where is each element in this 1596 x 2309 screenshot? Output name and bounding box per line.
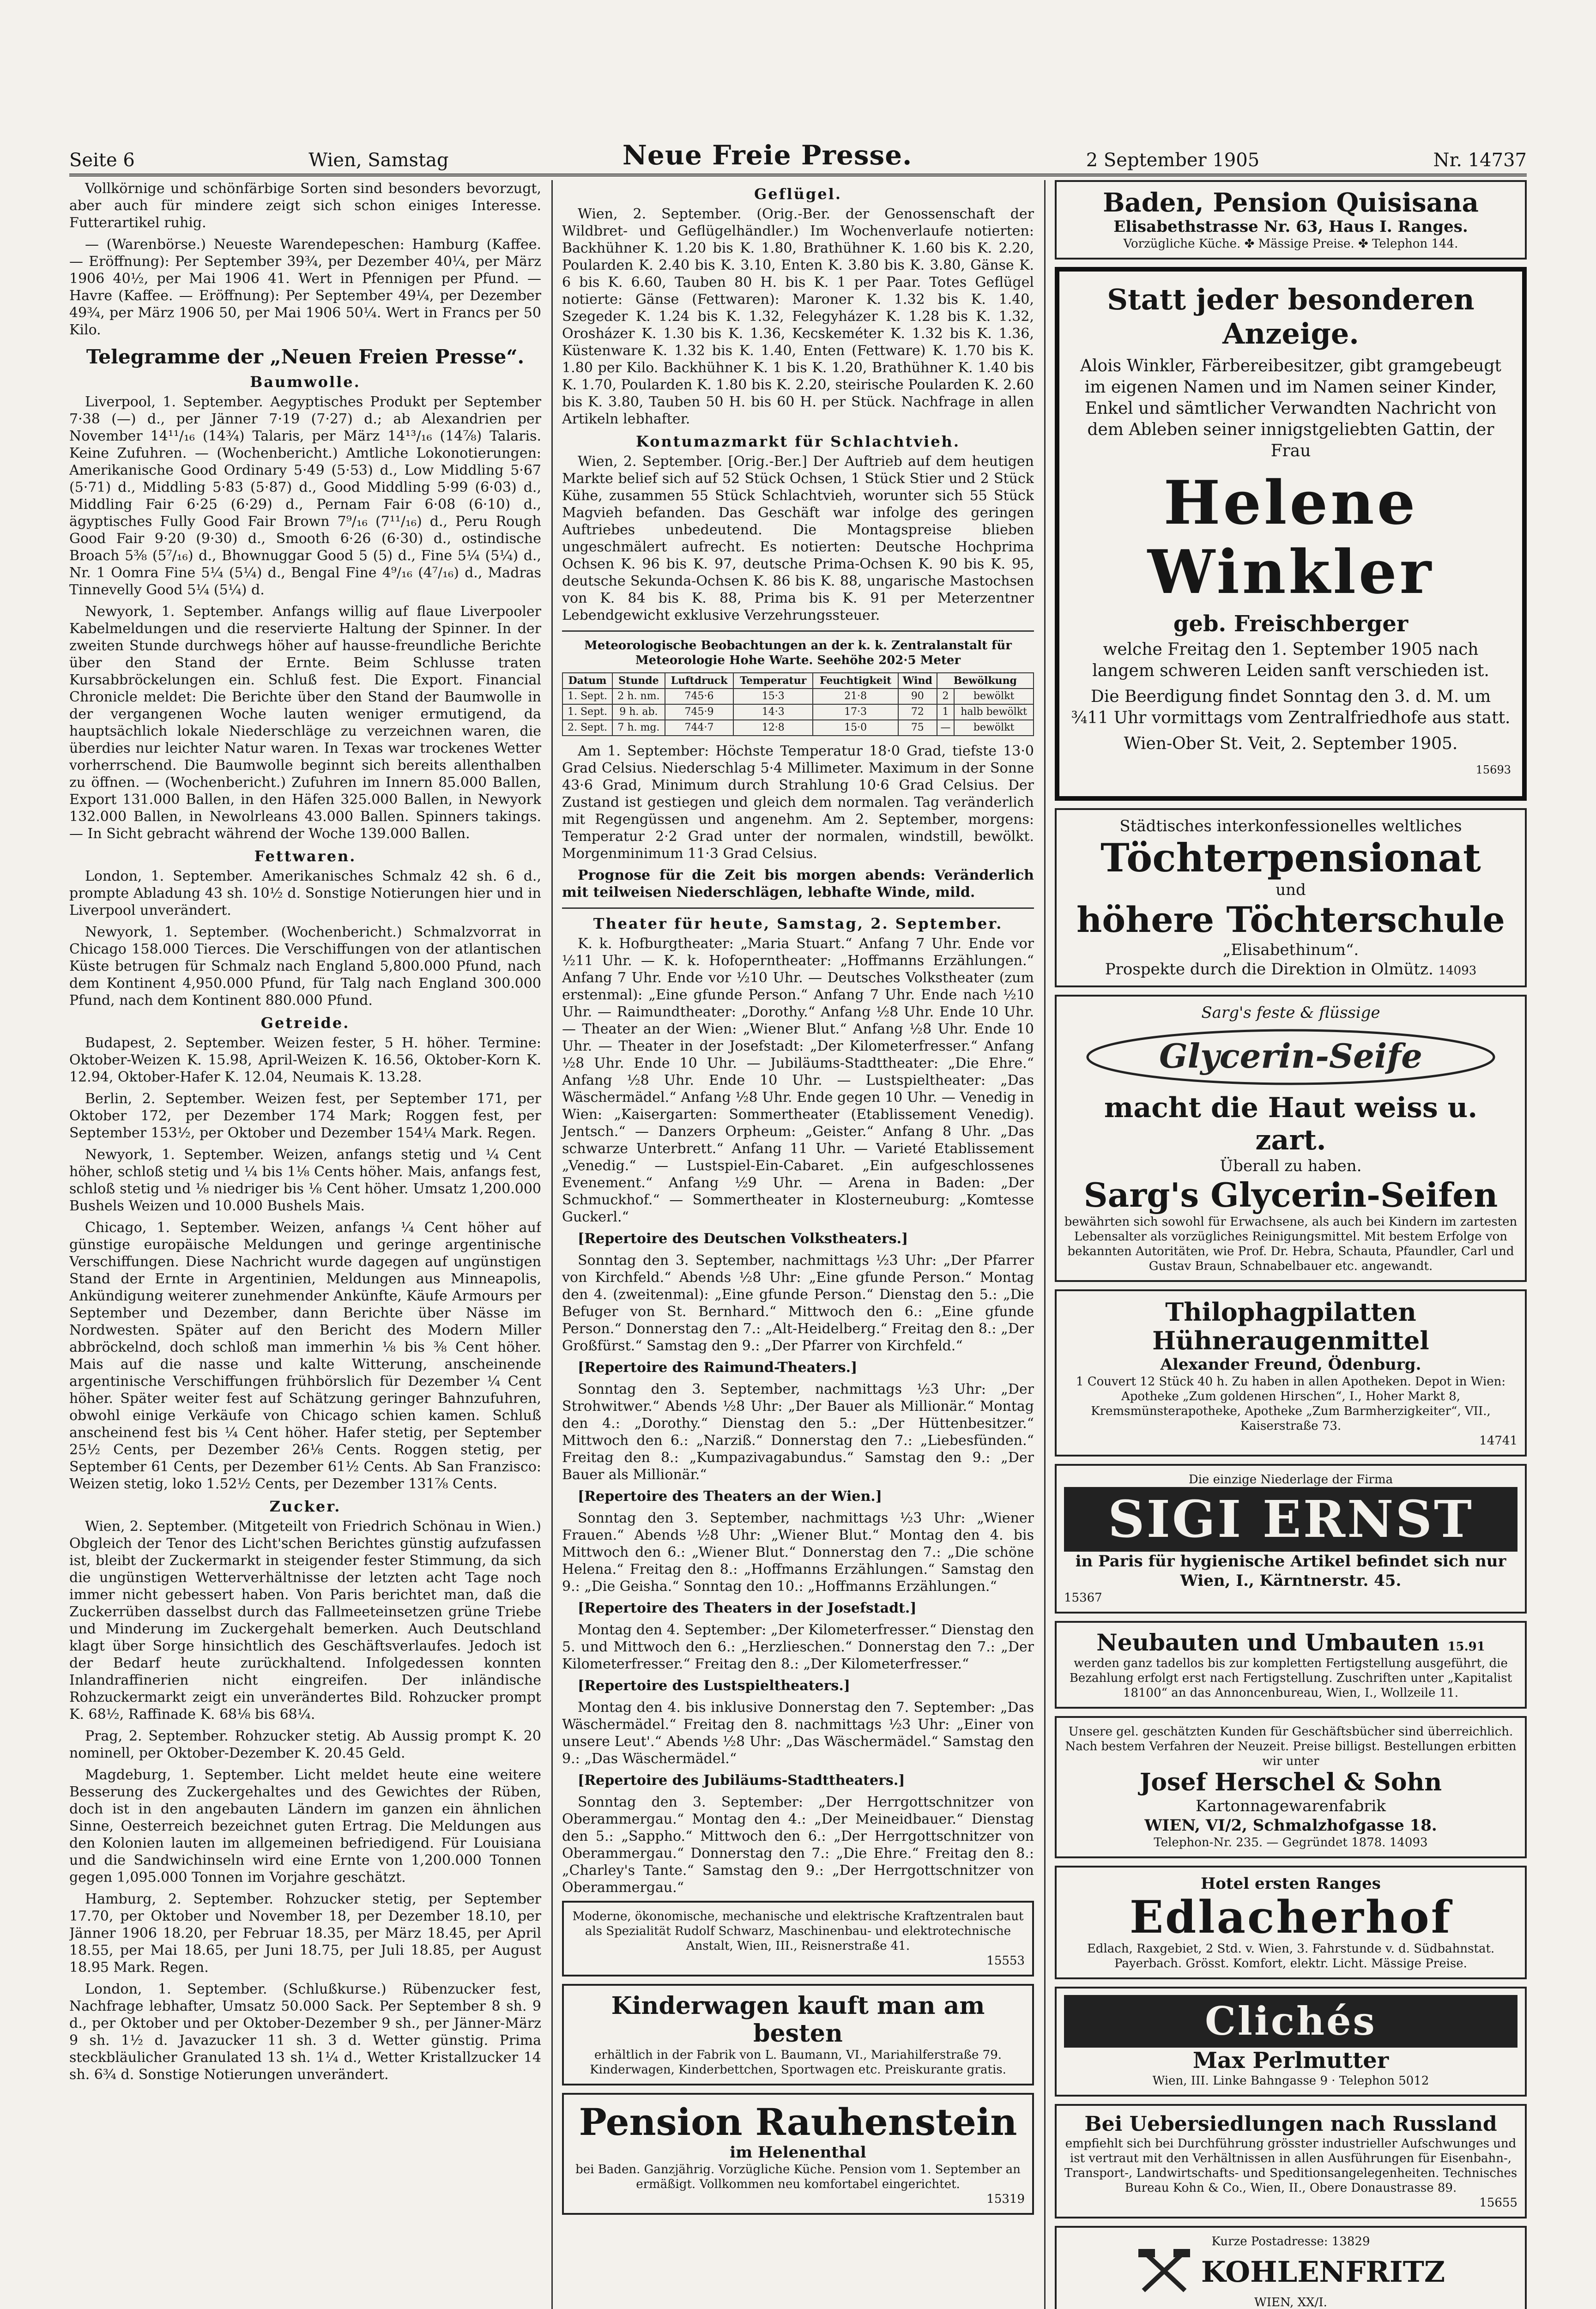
newyork-cotton-report: Newyork, 1. September. Anfangs willig auf flaue Liverpooler Kabelmeldungen und die reservierte Haltung der Spinner. In der zweiten Stunde durchwegs höher auf hausse-freundliche Berichte über den Stand der Ernte. Beim Schlusse traten Kursabbröckelungen ein. Schluß fest. Die Export. Financial Chronicle meldet: Die Berichte über den Stand der Baumwolle in der vergangenen Woche lauten weniger ermutigend, da hauptsächlich lokale Niederschläge zu verzeichnen waren, die überdies nur leichter Natur waren. In Texas war trockenes Wetter vorherrschend. Die Baumwolle beginnt sich bereits allenthalben zu öffnen. — (Wochenbericht.) Zufuhren im Innern 85.000 Ballen, Export 131.000 Ballen, in den Häfen 325.000 Ballen, in Newyork 132.000 Ballen, in Newolrleans 43.000 Ballen. Spinners takings. — In Sicht gebracht während der Woche 139.000 Ballen. <box>69 604 541 842</box>
weather-row <box>562 704 1034 720</box>
chicago-report: Chicago, 1. September. Weizen, anfangs ¼ Cent höher auf günstige europäische Meldungen und geringe argentinische Verschiffungen. Diese Nachricht wurde dagegen auf ungünstigen Stand der Ernte in Argentinien, Meldungen aus Minneapolis, Ankündigung weiterer zunehmender Ankünfte, Käufe Armours per September und Dezember, dann Berichte über Nässe im Nordwesten. Später auf den Bericht des Modern Miller abbröckelnd, doch schloß man immerhin ⅛ bis ⅜ Cent höher. Mais auf die nasse und kalte Witterung, anscheinende argentinische Verschiffungen frühbörslich für Dezember ¼ Cent höher. Später weiter fest auf Schätzung geringer Bahnzufuhren, obwohl einige Verkäufe von Chicago schien kamen. Schluß anscheinend fest bis ¼ Cent höher. Hafer stetig, per September 25½ Cents, per Dezember 26⅛ Cents. Roggen stetig, per September 61 Cents, per Dezember 61½ Cents. Ab San Franzisco: Weizen stetig, loko 1.52½ Cents, per Dezember 131⅞ Cents. <box>69 1220 541 1492</box>
ad-cliches: Clichés Max Perlmutter Wien, III. Linke Bahngasse 9 · Telephon 5012 <box>1055 1987 1527 2097</box>
weather-cell: 9 h. ab. <box>612 704 665 720</box>
prag-report: Prag, 2. September. Rohzucker stetig. Ab Aussig prompt K. 20 nominell, per Oktober-Dezember K. 20.45 Geld. <box>69 1728 541 1761</box>
divider <box>562 630 1034 632</box>
death-notice-place: Wien-Ober St. Veit, 2. September 1905. <box>1124 734 1458 753</box>
weather-cell: 14·3 <box>733 704 813 720</box>
deceased-name: Helene Winkler <box>1147 467 1434 607</box>
columns <box>69 180 1527 2309</box>
weather-cell: 2. Sept. <box>562 720 612 736</box>
ad-kinderwagen: Kinderwagen kauft man am besten erhältlich in der Fabrik von L. Baumann, VI., Mariahilferstraße 79. Kinderwagen, Kinderbettchen, Sportwagen etc. Preiskurante gratis. <box>562 1984 1034 2085</box>
weather-row <box>562 720 1034 736</box>
rep-volkstheater-heading: [Repertoire des Deutschen Volkstheaters.] <box>578 1231 908 1247</box>
weather-cell: 72 <box>898 704 937 720</box>
rep-raimund-heading: [Repertoire des Raimund-Theaters.] <box>578 1360 858 1376</box>
ad-herschel: Unsere gel. geschätzten Kunden für Geschäftsbücher sind überreichlich. Nach bestem Verfahren der Neuzeit. Preise billigst. Bestellungen erbitten wir unter Josef Herschel & Sohn Kartonnagewarenfabrik WIEN, VI/2, Schmalzhofgasse 18. Telephon-Nr. 235. — Gegründet 1878. 14093 <box>1055 1716 1527 1858</box>
death-notice: Statt jeder besonderen Anzeige. Alois Winkler, Färbereibesitzer, gibt gramgebeugt im eigenen Namen und im Namen seiner Kinder, Enkel und sämtlicher Verwandten Nachricht von dem Ableben seiner innigstgeliebten Gattin, der Frau Helene Winkler geb. Freischberger welche Freitag den 1. September 1905 nach langem schweren Leiden sanft verschieden ist. Die Beerdigung findet Sonntag den 3. d. M. um ¾11 Uhr vormittags vom Zentralfriedhofe aus statt. Wien-Ober St. Veit, 2. September 1905. 15693 <box>1055 267 1527 801</box>
ad-russland: Bei Uebersiedlungen nach Russland empfiehlt sich bei Durchführung grösster industrieller Aufschwunges und ist vertraut mit den Verhältnissen in allen Ausführungen für Eisenbahn-, Transport-, Landwirtschafts- und Speditionsangelegenheiten. Technisches Bureau Kohn & Co., Wien, II., Obere Donaustrasse 89. 15655 <box>1055 2104 1527 2218</box>
kontumaz-report: Wien, 2. September. [Orig.-Ber.] Der Auftrieb auf dem heutigen Markte belief sich auf 52 Stück Ochsen, 1 Stück Stier und 2 Stück Kühe, zusammen 55 Stück Schlachtvieh, worunter sich 55 Stück Magvieh befanden. Das Geschäft war infolge des geringen Auftriebes unbedeutend. Die Montagspreise blieben ungeschmälert aufrecht. Es notierten: Deutsche Hochprima Ochsen K. 96 bis K. 97, deutsche Prima-Ochsen K. 90 bis K. 95, deutsche Sekunda-Ochsen K. 86 bis K. 88, ungarische Mastochsen von K. 84 bis K. 88, Prima bis K. 91 per Meterzentner Lebendgewicht exklusive Verzehrungssteuer. <box>562 453 1034 623</box>
weather-cell: 15·0 <box>813 720 898 736</box>
weather-cell: 21·8 <box>813 689 898 704</box>
masthead-title: Neue Freie Presse. <box>622 139 913 171</box>
rep-jubilaeum: Sonntag den 3. September: „Der Herrgottschnitzer von Oberammergau.“ Montag den 4.: „Der Meineidbauer.“ Dienstag den 5.: „Sappho.“ Mittwoch den 6.: „Der Herrgottschnitzer von Oberammergau.“ Donnerstag den 7.: „Die Ehre.“ Freitag den 8.: „Charley's Tante.“ Samstag den 9.: „Der Herrgottschnitzer von Oberammergau.“ <box>562 1794 1034 1896</box>
column-ads <box>1044 180 1527 2309</box>
weather-cell: 75 <box>898 720 937 736</box>
weather-header-cell: Feuchtigkeit <box>813 673 898 689</box>
rep-lustspiel: Montag den 4. bis inklusive Donnerstag den 7. September: „Das Wäschermädel.“ Freitag den 8. nachmittags ½3 Uhr: „Einer von unsere Leut'.“ Abends ½8 Uhr: „Das Wäschermädel.“ Samstag den 9.: „Das Wäschermädel.“ <box>562 1699 1034 1767</box>
weather-cell: 2 h. nm. <box>612 689 665 704</box>
wien-sugar-report: Wien, 2. September. (Mitgeteilt von Friedrich Schönau in Wien.) Obgleich der Tenor des Licht'schen Berichtes günstig aufzufassen ist, bleibt der Zuckermarkt in steigender fester Stimmung, da sich die ungünstigen Wetterverhältnisse der letzten acht Tage noch immer nicht gebessert haben. Von Paris berichtet man, daß die Zuckerrüben dasselbst durch das Fallmeeteinsetzen grüne Triebe und Minderung im Zuckergehalt bemerken. Auch Deutschland klagt über Sorge hinsichtlich des Geschäftsverlaufes. Jedoch ist der Bedarf heute zurückhaltend. Infolgedessen konnten Inlandraffinerien nicht eingreifen. Der inländische Rohzuckermarkt zeigt ein unverändertes Bild. Rohzucker prompt K. 68½, Raffinade K. 68⅛ bis 68¼. <box>69 1518 541 1723</box>
weather-cell: halb bewölkt <box>954 704 1034 720</box>
svg-text:Glycerin-Seife: Glycerin-Seife <box>1159 1036 1422 1076</box>
ad-thilophag: Thilophagpilatten Hühneraugenmittel Alexander Freund, Ödenburg. 1 Couvert 12 Stück 40 h. Zu haben in allen Apotheken. Depot in Wien: Apotheke „Zum goldenen Hirschen“, I., Hoher Markt 8, Kremsmünsterapotheke, Apotheke „Zum Barmherzigkeiter“, VII., Kaiserstraße 73. 14741 <box>1055 1289 1527 1457</box>
rep-josefstadt: Montag den 4. September: „Der Kilometerfresser.“ Dienstag den 5. und Mittwoch den 6.: „Herzlieschen.“ Donnerstag den 7.: „Der Kilometerfresser.“ Freitag den 8.: „Der Kilometerfresser.“ <box>562 1622 1034 1672</box>
weather-cell: 17·3 <box>813 704 898 720</box>
ad-sigi-ernst: Die einzige Niederlage der Firma SIGI ERNST in Paris für hygienische Artikel befindet sich nur Wien, I., Kärntnerstr. 45. 15367 <box>1055 1464 1527 1614</box>
death-notice-intro: Alois Winkler, Färbereibesitzer, gibt gramgebeugt im eigenen Namen und im Namen seiner Kinder, Enkel und sämtlicher Verwandten Nachricht von dem Ableben seiner innigstgeliebten Gattin, der Frau <box>1080 357 1502 460</box>
weather-row <box>562 689 1034 704</box>
weather-header-cell: Stunde <box>612 673 665 689</box>
zucker-heading: Zucker. <box>269 1498 341 1515</box>
column-markets <box>69 180 541 2309</box>
weather-table <box>562 672 1034 736</box>
theater-listing: K. k. Hofburgtheater: „Maria Stuart.“ Anfang 7 Uhr. Ende vor ½11 Uhr. — K. k. Hofoperntheater: „Hoffmanns Erzählungen.“ Anfang 7 Uhr. Ende vor ½10 Uhr. — Deutsches Volkstheater (zum erstenmal): „Eine gfunde Person.“ Anfang 7 Uhr. Ende nach ½10 Uhr. — Raimundtheater: „Dorothy.“ Anfang ½8 Uhr. Ende 10 Uhr. — Theater an der Wien: „Wiener Blut.“ Anfang ½8 Uhr. Ende 10 Uhr. — Theater in der Josefstadt: „Der Kilometerfresser.“ Anfang ½8 Uhr. Ende 10 Uhr. — Jubiläums-Stadttheater: „Die Ehre.“ Anfang ½8 Uhr. Ende 10 Uhr. — Lustspieltheater: „Das Wäschermädel.“ Anfang ½8 Uhr. Ende gegen 10 Uhr. — Venedig in Wien: „Kaisergarten: Sommertheater (Etablissement Venedig). Jentsch.“ — Danzers Orpheum: „Geister.“ Anfang 8 Uhr. „Das schwarze Unterbrett.“ Anfang 11 Uhr. — Varieté Etablissement „Venedig.“ — Lustspiel-Ein-Cabaret. „Ein aufgeschlossenes Evenement.“ Anfang ½9 Uhr. — Arena in Baden: „Der Schmuckhof.“ — Sommertheater in Klosterneuburg: „Komtesse Guckerl.“ <box>562 936 1034 1225</box>
rep-wien: Sonntag den 3. September, nachmittags ½3 Uhr: „Wiener Frauen.“ Abends ½8 Uhr: „Wiener Blut.“ Montag den 4. bis Mittwoch den 6.: „Wiener Blut.“ Donnerstag den 7.: „Die schöne Helena.“ Freitag den 8.: „Hoffmanns Erzählungen.“ Samstag den 9.: „Die Geisha.“ Sonntag den 10.: „Hoffmanns Erzählungen.“ <box>562 1510 1034 1595</box>
funeral-text: Die Beerdigung findet Sonntag den 3. d. M. um ¾11 Uhr vormittags vom Zentralfriedhofe aus statt. <box>1071 687 1511 727</box>
magdeburg-report: Magdeburg, 1. September. Licht meldet heute eine weitere Besserung des Zuckergehaltes und des Gewichtes der Rüben, doch ist in den angebauten Ländern im ganzen ein ähnlichen Sinne, Oesterreich bezeichnet guten Ertrag. Die Meldungen aus den Kolonien lauten im allgemeinen befriedigend. Für Louisiana und die Sandwichinseln wird eine Ernte von 1,200.000 Tonnen gegen 1,095.000 Tonnen im Vorjahre geschätzt. <box>69 1767 541 1886</box>
gefluegel-heading: Geflügel. <box>754 185 842 203</box>
weather-cell: 1 <box>937 704 954 720</box>
kaffee-report: — (Warenbörse.) Neueste Warendepeschen: Hamburg (Kaffee. — Eröffnung): Per September 39¾, per Dezember 40¼, per März 1906 40½, per Mai 1906 41. Wert in Pfennigen per Pfund. — Havre (Kaffee. — Eröffnung): Per September 49¼, per Dezember 49¾, per März 1906 50, per Mai 1906 50¼. Wert in Francs per 50 Kilo. <box>69 236 541 338</box>
forecast-text: Prognose für die Zeit bis morgen abends: Veränderlich mit teilweisen Niederschlägen, lebhafte Winde, mild. <box>562 867 1034 901</box>
rep-raimund: Sonntag den 3. September, nachmittags ½3 Uhr: „Der Strohwitwer.“ Abends ½8 Uhr: „Der Bauer als Millionär.“ Montag den 4.: „Dorothy.“ Dienstag den 5.: „Der Hüttenbesitzer.“ Mittwoch den 6.: „Narziß.“ Donnerstag den 7.: „Liebesfünden.“ Freitag den 8.: „Kumpazivagabundus.“ Samstag den 9.: „Der Bauer als Millionär.“ <box>562 1381 1034 1483</box>
newyork-grain-report: Newyork, 1. September. Weizen, anfangs stetig und ¼ Cent höher, schloß stetig und ¼ bis 1⅛ Cents höher. Mais, anfangs fest, schloß stetig und ⅛ niedriger bis ⅛ Cent höher. Umsatz 1,200.000 Bushels Weizen und 10.000 Bushels Mais. <box>69 1147 541 1214</box>
weather-cell: 1. Sept. <box>562 689 612 704</box>
ad-edlacherhof: Hotel ersten Ranges Edlacherhof Edlach, Raxgebiet, 2 Std. v. Wien, 3. Fahrstunde v. d. Südbahnstat. Payerbach. Grösst. Komfort, elektr. Licht. Mässige Preise. <box>1055 1866 1527 1979</box>
death-notice-text: welche Freitag den 1. September 1905 nach langem schweren Leiden sanft verschieden ist. <box>1092 640 1489 680</box>
sarg-logo-icon <box>1083 1027 1499 1087</box>
deceased-maiden-name: geb. Freischberger <box>1173 611 1409 637</box>
weather-cell: 745·9 <box>665 704 733 720</box>
weather-cell: — <box>937 720 954 736</box>
fettwaren-heading: Fettwaren. <box>254 847 357 865</box>
weather-cell: bewölkt <box>954 689 1034 704</box>
weather-table-body <box>562 689 1034 736</box>
london-sugar-report: London, 1. September. (Schlußkurse.) Rübenzucker fest, Nachfrage lebhafter, Umsatz 50.000 Sack. Per September 8 sh. 9 d., per Oktober und per Oktober-Dezember 9 sh., per Jänner-März 9 sh. 1½ d. Javazucker 11 sh. 3 d. Wetter günstig. Prima steckbläulicher Granulated 13 sh. 1¼ d., Wetter Kristallzucker 14 sh. 6¾ d. Sonstige Notierungen unverändert. <box>69 1981 541 2083</box>
gefluegel-report: Wien, 2. September. (Orig.-Ber. der Genossenschaft der Wildbret- und Geflügelhändler.) Im Wochenverlaufe notierten: Backhühner K. 1.20 bis K. 1.80, Brathühner K. 1.60 bis K. 2.20, Poularden K. 2.40 bis K. 3.10, Enten K. 3.80 bis K. 3.80, Gänse K. 6 bis K. 6.60, Tauben 80 H. bis K. 1 per Paar. Totes Geflügel notierte: Gänse (Fettwaren): Maroner K. 1.32 bis K. 1.40, Szegeder K. 1.24 bis K. 1.32, Felegyházer K. 1.28 bis K. 1.32, Orosházer K. 1.30 bis K. 1.36, Kecskeméter K. 1.32 bis K. 1.36, Küstenware K. 1.32 bis K. 1.40, Enten (Fettware) K. 1.70 bis K. 1.80 per Kilo. Backhühner K. 1 bis K. 1.20, Brathühner K. 1.40 bis K. 1.70, Poularden K. 1.80 bis K. 2.20, steirische Poularden K. 2.60 bis K. 3.80, Tauben 50 H. bis 60 H. per Stück. Nachfrage in allen Artikeln lebhafter. <box>562 206 1034 427</box>
rep-jubilaeum-heading: [Repertoire des Jubiläums-Stadttheaters.] <box>578 1772 905 1789</box>
weather-cell: 12·8 <box>733 720 813 736</box>
weather-cell: 745·6 <box>665 689 733 704</box>
intro-text: Vollkörnige und schönfärbige Sorten sind besonders bevorzugt, aber auch für mindere zeigt sich schon einiges Interesse. Futterartikel ruhig. <box>69 181 541 231</box>
weather-cell: bewölkt <box>954 720 1034 736</box>
crossed-hammers-icon <box>1137 2249 1192 2295</box>
place: Wien, Samstag <box>308 150 449 171</box>
weather-cell: 15·3 <box>733 689 813 704</box>
ad-pension-rauhenstein: Pension Rauhenstein im Helenenthal bei Baden. Ganzjährig. Vorzügliche Küche. Pension vom 1. September an ermäßigt. Vollkommen neu komfortabel eingerichtet. 15319 <box>562 2093 1034 2215</box>
ad-sarg-glycerin: Sarg's feste & flüssige Glycerin-Seife macht die Haut weiss u. zart. Überall zu haben. Sarg's Glycerin-Seifen bewährten sich sowohl für Erwachsene, als auch bei Kindern im zartesten Lebensalter als vorzügliches Reinigungsmittel. Mit bestem Erfolge von bekannten Autoritäten, wie Prof. Dr. Hebra, Schauta, Pfaundler, Carl und Gustav Braun, Schnabelbauer etc. angewandt. <box>1055 995 1527 1282</box>
weather-header-cell: Wind <box>898 673 937 689</box>
hamburg-sugar-report: Hamburg, 2. September. Rohzucker stetig, per September 17.70, per Oktober und November 18, per Dezember 18.10, per Jänner 1906 18.20, per Februar 18.35, per März 18.45, per April 18.55, per Mai 18.65, per Juni 18.75, per Juli 18.85, per August 18.95 Mark. Regen. <box>69 1891 541 1976</box>
rep-volkstheater: Sonntag den 3. September, nachmittags ½3 Uhr: „Der Pfarrer von Kirchfeld.“ Abends ½8 Uhr: „Eine gfunde Person.“ Montag den 4. (zweitenmal): „Eine gfunde Person.“ Dienstag den 5.: „Die Befuger von St. Bernhard.“ Mittwoch den 6.: „Eine gfunde Person.“ Donnerstag den 7.: „Alt-Heidelberg.“ Freitag den 8.: „Der Großfürst.“ Samstag den 9.: „Der Pfarrer von Kirchfeld.“ <box>562 1252 1034 1354</box>
page-number: Seite 6 <box>69 150 135 171</box>
death-notice-title: Statt jeder besonderen Anzeige. <box>1107 283 1475 351</box>
divider <box>562 907 1034 909</box>
ad-neubauten: Neubauten und Umbauten 15.91 werden ganz tadellos bis zur kompletten Fertigstellung ausgeführt, die Bezahlung erfolgt erst nach Fertigstellung. Zuschriften unter „Kapitalist 18100“ an das Annoncenbureau, Wien, I., Wollzeile 11. <box>1055 1621 1527 1709</box>
weather-cell: 744·7 <box>665 720 733 736</box>
weather-heading: Meteorologische Beobachtungen an der k. k. Zentralanstalt für Meteorologie Hohe Warte. Seehöhe 202·5 Meter <box>584 639 1012 667</box>
budapest-report: Budapest, 2. September. Weizen fester, 5 H. höher. Termine: Oktober-Weizen K. 15.98, April-Weizen K. 16.56, Oktober-Korn K. 12.94, Oktober-Hafer K. 12.04, Neumais K. 13.28. <box>69 1035 541 1085</box>
berlin-report: Berlin, 2. September. Weizen fest, per September 171, per Oktober 172, per Dezember 174 Mark; Roggen fest, per September 153½, per Oktober und Dezember 154¼ Mark. Regen. <box>69 1091 541 1141</box>
rep-wien-heading: [Repertoire des Theaters an der Wien.] <box>578 1488 882 1505</box>
liverpool-report: Liverpool, 1. September. Aegyptisches Produkt per September 7·38 (—) d., per Jänner 7·19 (7·27) d.; ab Alexandrien per November 14¹¹/₁₆ (14¾) Talaris, per März 14¹³/₁₆ (14⅞) Talaris. Keine Zufuhren. — (Wochenbericht.) Amtliche Lokonotierungen: Amerikanische Good Ordinary 5·49 (5·53) d., Low Middling 5·67 (5·71) d., Middling 5·83 (5·87) d., Good Middling 5·99 (6·03) d., Middling Fair 6·25 (6·29) d., Pernam Fair 6·08 (6·10) d., ägyptisches Fully Good Fair Brown 7⁹/₁₆ (7¹¹/₁₆) d., Peru Rough Good Fair 9·20 (9·30) d., Smooth 6·26 (6·30) d., ostindische Broach 5⅜ (5⁷/₁₆) d., Bhownuggar Good 5 (5) d., Fine 5¼ (5¼) d., Nr. 1 Oomra Fine 5¼ (5¼) d., Bengal Fine 4⁹/₁₆ (4⁷/₁₆) d., Madras Tinnevelly Good 5¼ (5¼) d. <box>69 394 541 598</box>
page-header <box>69 139 1527 176</box>
ad-toechterpensionat: Städtisches interkonfessionelles weltliches Töchterpensionat und höhere Töchterschule „Elisabethinum“. Prospekte durch die Direktion in Olmütz. 14093 <box>1055 808 1527 987</box>
issue-date: 2 September 1905 <box>1086 150 1260 171</box>
weather-header-cell: Luftdruck <box>665 673 733 689</box>
kontumaz-heading: Kontumazmarkt für Schlachtvieh. <box>636 433 960 450</box>
weather-text: Am 1. September: Höchste Temperatur 18·0 Grad, tiefste 13·0 Grad Celsius. Niederschlag 5·4 Millimeter. Maximum in der Sonne 43·6 Grad, Minimum durch Strahlung 10·6 Grad Celsius. Der Zustand ist gestiegen und gleich dem normalen. Tag veränderlich mit Regengüssen und angenehm. Am 2. September, morgens: Temperatur 2·2 Grad unter der normalen, windstill, bewölkt. Morgenminimum 11·3 Grad Celsius. <box>562 743 1034 862</box>
weather-table-header <box>562 673 1034 689</box>
baumwolle-heading: Baumwolle. <box>250 373 361 391</box>
column-misc <box>551 180 1034 2309</box>
weather-cell: 1. Sept. <box>562 704 612 720</box>
theater-heading: Theater für heute, Samstag, 2. September. <box>593 915 1003 932</box>
weather-header-cell: Bewölkung <box>937 673 1034 689</box>
weather-cell: 2 <box>937 689 954 704</box>
issue-number: Nr. 14737 <box>1433 150 1527 171</box>
newyork-fat-report: Newyork, 1. September. (Wochenbericht.) Schmalzvorrat in Chicago 158.000 Tierces. Die Verschiffungen von der atlantischen Küste betrugen für Schmalz nach England 5,800.000 Pfund, nach dem Kontinent 4,950.000 Pfund, für Talg nach England 300.000 Pfund, nach dem Kontinent 880.000 Pfund. <box>69 924 541 1009</box>
telegram-heading: Telegramme der „Neuen Freien Presse“. <box>86 345 525 368</box>
rep-josefstadt-heading: [Repertoire des Theaters in der Josefstadt.] <box>578 1600 917 1616</box>
weather-header-cell: Temperatur <box>733 673 813 689</box>
ad-kraftzentralen: Moderne, ökonomische, mechanische und elektrische Kraftzentralen baut als Spezialität Rudolf Schwarz, Maschinenbau- und elektrotechnische Anstalt, Wien, III., Reisnerstraße 41. 15553 <box>562 1901 1034 1977</box>
rep-lustspiel-heading: [Repertoire des Lustspieltheaters.] <box>578 1678 850 1694</box>
weather-header-cell: Datum <box>562 673 612 689</box>
getreide-heading: Getreide. <box>260 1014 350 1032</box>
ad-kohlenfritz: Kurze Postadresse: 13829 KOHLENFRITZ WIEN, XX/I. <box>1055 2226 1527 2309</box>
weather-cell: 7 h. mg. <box>612 720 665 736</box>
weather-cell: 90 <box>898 689 937 704</box>
ad-pension-quisisana: Baden, Pension Quisisana Elisabethstrasse Nr. 63, Haus I. Ranges. Vorzügliche Küche. ✤ Mässige Preise. ✤ Telephon 144. <box>1055 180 1527 260</box>
london-fat-report: London, 1. September. Amerikanisches Schmalz 42 sh. 6 d., prompte Abladung 43 sh. 10½ d. Sonstige Notierungen hier und in Liverpool unverändert. <box>69 868 541 919</box>
